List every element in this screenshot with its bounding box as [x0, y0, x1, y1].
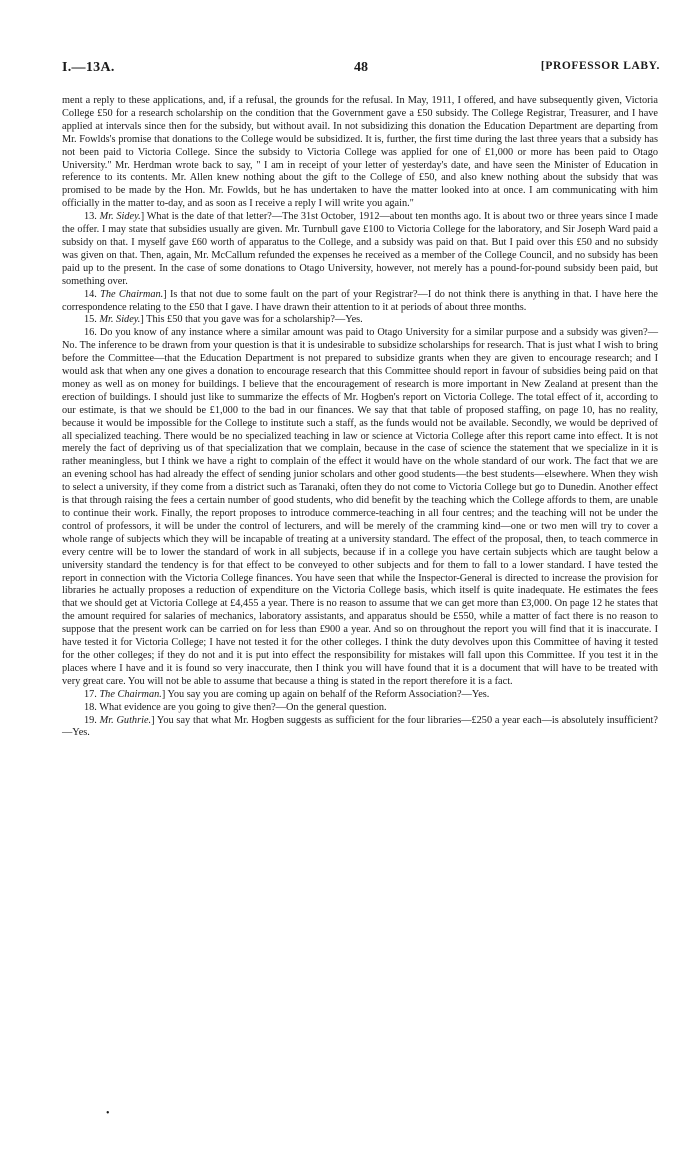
paragraph-text: 13. [84, 211, 100, 223]
evidence-paragraph [62, 715, 658, 741]
evidence-paragraph [62, 211, 658, 288]
evidence-paragraph [62, 689, 658, 702]
paragraph-text: ] You say you are coming up again on behalf of the Reform Association?—Yes. [161, 688, 490, 700]
evidence-paragraph [62, 314, 658, 327]
paragraph-text: ] Is that not due to some fault on the part of your Registrar?—I do not think there is anything in that. I have here the correspondence relating to the £50 that I gave. I have drawn their attention to it at periods of about three months. [62, 288, 658, 313]
paragraph-text: ] What is the date of that letter?—The 31st October, 1912—about ten months ago. It is about two or three years since I made the offer. I may state that subsidies usually are given. Mr. Turnbull gave £100 to Victoria College for the laboratory, and Sir Joseph Ward paid a subsidy on that. I myself gave £60 worth of apparatus to the College, and a subsidy was paid on that. But I paid over this £50 and no subsidy was given on that. Then, again, Mr. McCallum refunded the expenses he received as a member of the College Council, and no subsidy has been paid up to the present. In the case of some donations to Otago University, however, not merely has a pound-for-pound subsidy been paid, but something over. [62, 211, 658, 287]
speaker-name: Mr. Sidey. [99, 211, 141, 223]
report-reference: I.—13A. [62, 60, 115, 75]
speaker-name: Mr. Sidey. [99, 314, 141, 326]
speaker-name: Mr. Guthrie. [99, 714, 152, 726]
page-header [62, 60, 660, 82]
speaker-name: The Chairman. [99, 688, 162, 700]
paragraph-text: 15. [84, 314, 100, 326]
evidence-paragraph [62, 289, 658, 315]
evidence-text [62, 95, 658, 740]
paragraph-text: ] This £50 that you gave was for a scholarship?—Yes. [140, 314, 363, 326]
paragraph-text: 14. [84, 288, 101, 300]
footer-mark: • [106, 1108, 110, 1119]
paragraph-text: 18. What evidence are you going to give then?—On the general question. [84, 701, 387, 713]
paragraph-text: 19. [84, 714, 100, 726]
paragraph-text: 17. [84, 688, 100, 700]
paragraph-text: ] You say that what Mr. Hogben suggests as sufficient for the four libraries—£250 a year each—is absolutely insufficient?—Yes. [62, 714, 658, 739]
speaker-name: The Chairman. [100, 288, 164, 300]
evidence-paragraph [62, 702, 658, 715]
evidence-paragraph [62, 327, 658, 688]
evidence-paragraph [62, 95, 658, 211]
page-number: 48 [354, 60, 368, 75]
witness-name: [PROFESSOR LABY. [540, 60, 660, 72]
paragraph-text: 16. Do you know of any instance where a similar amount was paid to Otago University for a similar purpose and a subsidy was given?—No. The inference to be drawn from your question is that it is undesirable to subsidize scholarships for research. That is just what I wish to bring before the Committee—that the Education Department is not prepared to subsidize grants when they are given to encourage research; and I would ask that when any one gives a donation to encourage research that this Committee should report in favour of subsidies being paid on that money as well as on money for buildings. I believe that the encouragement of research is more important in New Zealand at present than the erection of buildings. I should just like to summarize the effects of Mr. Hogben's report on Victoria College. The total effect of it, according to our estimate, is that we should be £1,000 to the bad in our finances. We say that that table of proposed staffing, on page 10, has no reality, because it would be impossible for the College to institute such a staff, as the funds would not be available. Secondly, we would be deprived of all specialized teaching. There would be no specialized teaching in law or science at Victoria College after this report came into effect. It is not merely the fact of depriving us of that specialization that we complain, because in the case of science the statement that we specialize in it is rather meaningless, but I think we have a right to complain of the effect it would have on the whole standard of our work. The fact that we are an evening school has had already the effect of sending junior scholars and other good students—the best students—elsewhere. When they wish to select a university, if they come from a district such as Taranaki, often they do not come to Victoria College but go to Dunedin. Another effect is that through raising the fees a certain number of good students, who did benefit by the teaching which the College affords to them, are unable to continue their work. Finally, the report proposes to introduce commerce-teaching in all four centres; and the teaching will not be under the control of professors, it will be under the control of lecturers, and will be merely of the cramming kind—one or two men will try to cover a whole range of subjects which they will be incapable of treating at a university standard. The effect of the proposal, then, to teach commerce in every centre will be to lower the standard of work in all subjects, because if in a college you have certain subjects which are taught below a university standard the tendency is for that effect to be conveyed to other subjects and for them to fall to a lower standard. I have tested the report in connection with the Victoria College finances. You have seen that while the Inspector-General is directed to increase the provision for libraries he actually proposes a reduction of expenditure on the Victoria College basis, which itself is quite inadequate. He estimates the fees that we should get at Victoria College at £4,455 a year. There is no reason to assume that we can get more than £3,000. On page 12 he states that the amount required for salaries of mechanics, laboratory assistants, and apparatus should be £550, while a matter of fact there is no reason to suppose that the present work can be carried on for less than £900 a year. And so on throughout the report you will find that it is inaccurate. I have tested it for Victoria College; I have not tested it for the other colleges. I think the duty devolves upon this Committee of having it tested for the other colleges; if they do not and it is put into effect the responsibility for mistakes will fall upon this Committee. If you test it in the places where I have and it is found so very inaccurate, then I think you will have found that it is a document that will have to be treated with very great care. You will not be able to assume that because a thing is stated in the report therefore it is a fact. [62, 327, 658, 687]
paragraph-text: ment a reply to these applications, and, if a refusal, the grounds for the refusal. In May, 1911, I offered, and have subsequently given, Victoria College £50 for a research scholarship on the condition that the Government gave a £50 subsidy. The College Registrar, Treasurer, and I have applied at intervals since then for the subsidy, but without avail. In not subsidizing this donation the Education Department are departing from Mr. Fowlds's promise that donations to the College would be subsidized. It is, further, the first time during the last three years that a subsidy has not been paid to Victoria College. Since the subsidy to Victoria College was applied for one of £1,000 or more has been paid to Otago University." Mr. Herdman wrote back to say, " I am in receipt of your letter of yesterday's date, and have seen the Minister of Education in reference to its contents. Mr. Allen knew nothing about the gift to the College of £50, and also knew nothing about the subsidy that was promised to be made by the Hon. Mr. Fowlds, but he has undertaken to have the matter looked into at once. I am communicating with him officially in the matter to-day, and as soon as I receive a reply I will write you again." [62, 95, 658, 210]
